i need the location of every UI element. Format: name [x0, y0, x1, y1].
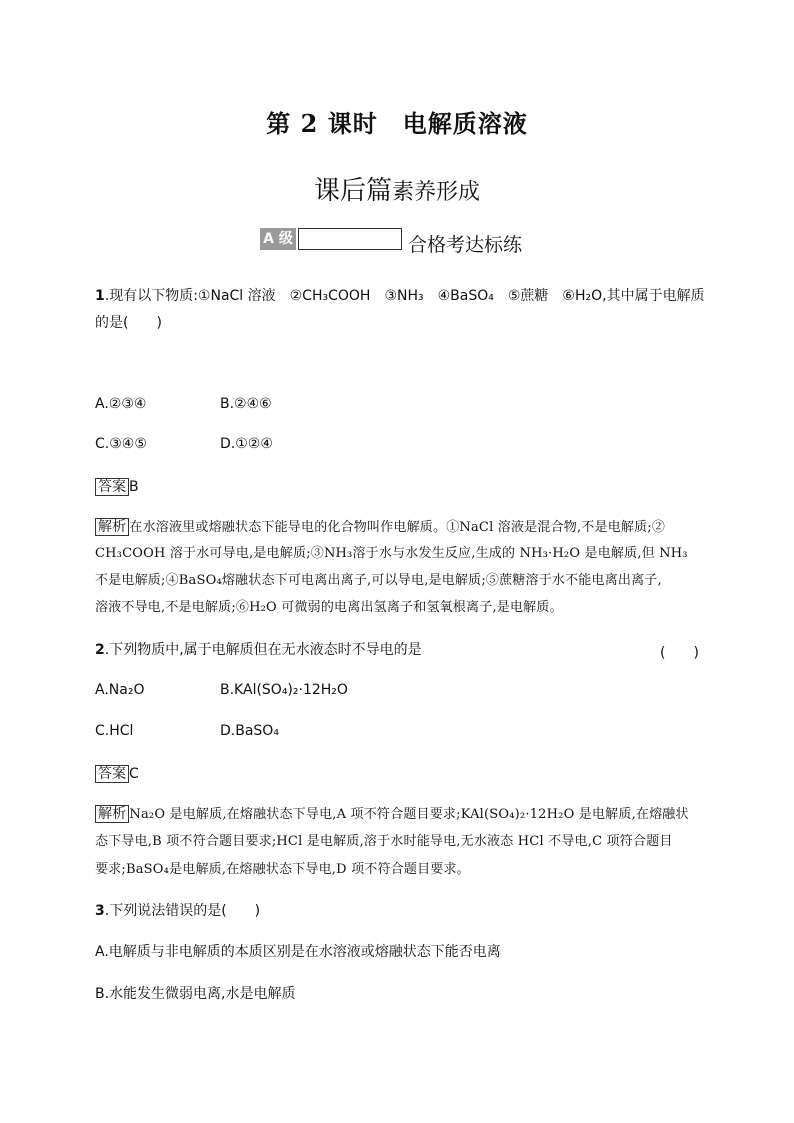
section-subtitle	[0, 170, 794, 207]
explanation-line-1	[95, 801, 689, 828]
answer-value: B	[129, 479, 139, 495]
question-3	[95, 899, 260, 923]
level-label: 合格考达标练	[408, 234, 523, 256]
explanation-text: 在水溶液里或熔融状态下能导电的化合物叫作电解质。①NaCl 溶液是混合物,不是电解质;②	[129, 520, 666, 535]
question-1-line-1	[95, 284, 705, 308]
option-a: A.②③④	[95, 396, 147, 412]
level-blank-box	[298, 228, 402, 250]
question-text: .现有以下物质:①NaCl 溶液 ②CH₃COOH ③NH₃ ④BaSO₄ ⑤蔗糖 ⑥H₂O,其中属于电解质	[104, 288, 705, 304]
option-a: A.电解质与非电解质的本质区别是在水溶液或熔融状态下能否电离	[95, 944, 501, 960]
answer-value: C	[129, 766, 139, 782]
answer-paren: ( )	[660, 645, 699, 661]
explanation-line-2: 态下导电,B 项不符合题目要求;HCl 是电解质,溶于水时能导电,无水液态 HCl 不导电,C 项符合题目	[95, 834, 673, 849]
answer-line	[95, 763, 139, 783]
option-b: B.水能发生微弱电离,水是电解质	[95, 986, 296, 1002]
explanation-line-3: 要求;BaSO₄是电解质,在熔融状态下导电,D 项不符合题目要求。	[95, 862, 470, 877]
explanation-line-4: 溶液不导电,不是电解质;⑥H₂O 可微弱的电离出氢离子和氢氧根离子,是电解质。	[95, 600, 563, 615]
subtitle-main: 课后篇	[313, 176, 392, 206]
level-badge: A 级	[260, 228, 296, 250]
explanation-label: 解析	[95, 518, 129, 536]
question-text: .下列物质中,属于电解质但在无水液态时不导电的是	[104, 642, 422, 658]
option-a: A.Na₂O	[95, 682, 145, 698]
explanation-line-3: 不是电解质;④BaSO₄熔融状态下可电离出离子,可以导电,是电解质;⑤蔗糖溶于水不能电离出离子,	[95, 573, 662, 588]
option-b: B.②④⑥	[220, 396, 272, 412]
option-d: D.①②④	[220, 436, 273, 452]
page-title: 第 2 课时 电解质溶液	[266, 109, 528, 138]
answer-label: 答案	[95, 478, 129, 496]
question-2	[95, 638, 422, 662]
question-number: 1	[95, 288, 105, 304]
explanation-line-2: CH₃COOH 溶于水可导电,是电解质;③NH₃溶于水与水发生反应,生成的 NH₃·H₂O 是电解质,但 NH₃	[95, 546, 688, 561]
option-d: D.BaSO₄	[220, 723, 279, 739]
explanation-line-1	[95, 514, 665, 541]
option-b: B.KAl(SO₄)₂·12H₂O	[220, 682, 348, 698]
answer-label: 答案	[95, 765, 129, 783]
question-1-line-2: 的是( )	[95, 315, 162, 331]
explanation-text: Na₂O 是电解质,在熔融状态下导电,A 项不符合题目要求;KAl(SO₄)₂·12H₂O 是电解质,在熔融状	[129, 807, 689, 822]
question-text: .下列说法错误的是( )	[104, 903, 261, 919]
question-number: 3	[95, 903, 105, 919]
option-c: C.③④⑤	[95, 436, 147, 452]
subtitle-secondary: 素养形成	[392, 180, 481, 205]
explanation-label: 解析	[95, 805, 129, 823]
option-c: C.HCl	[95, 723, 134, 739]
answer-line	[95, 476, 139, 496]
question-number: 2	[95, 642, 105, 658]
